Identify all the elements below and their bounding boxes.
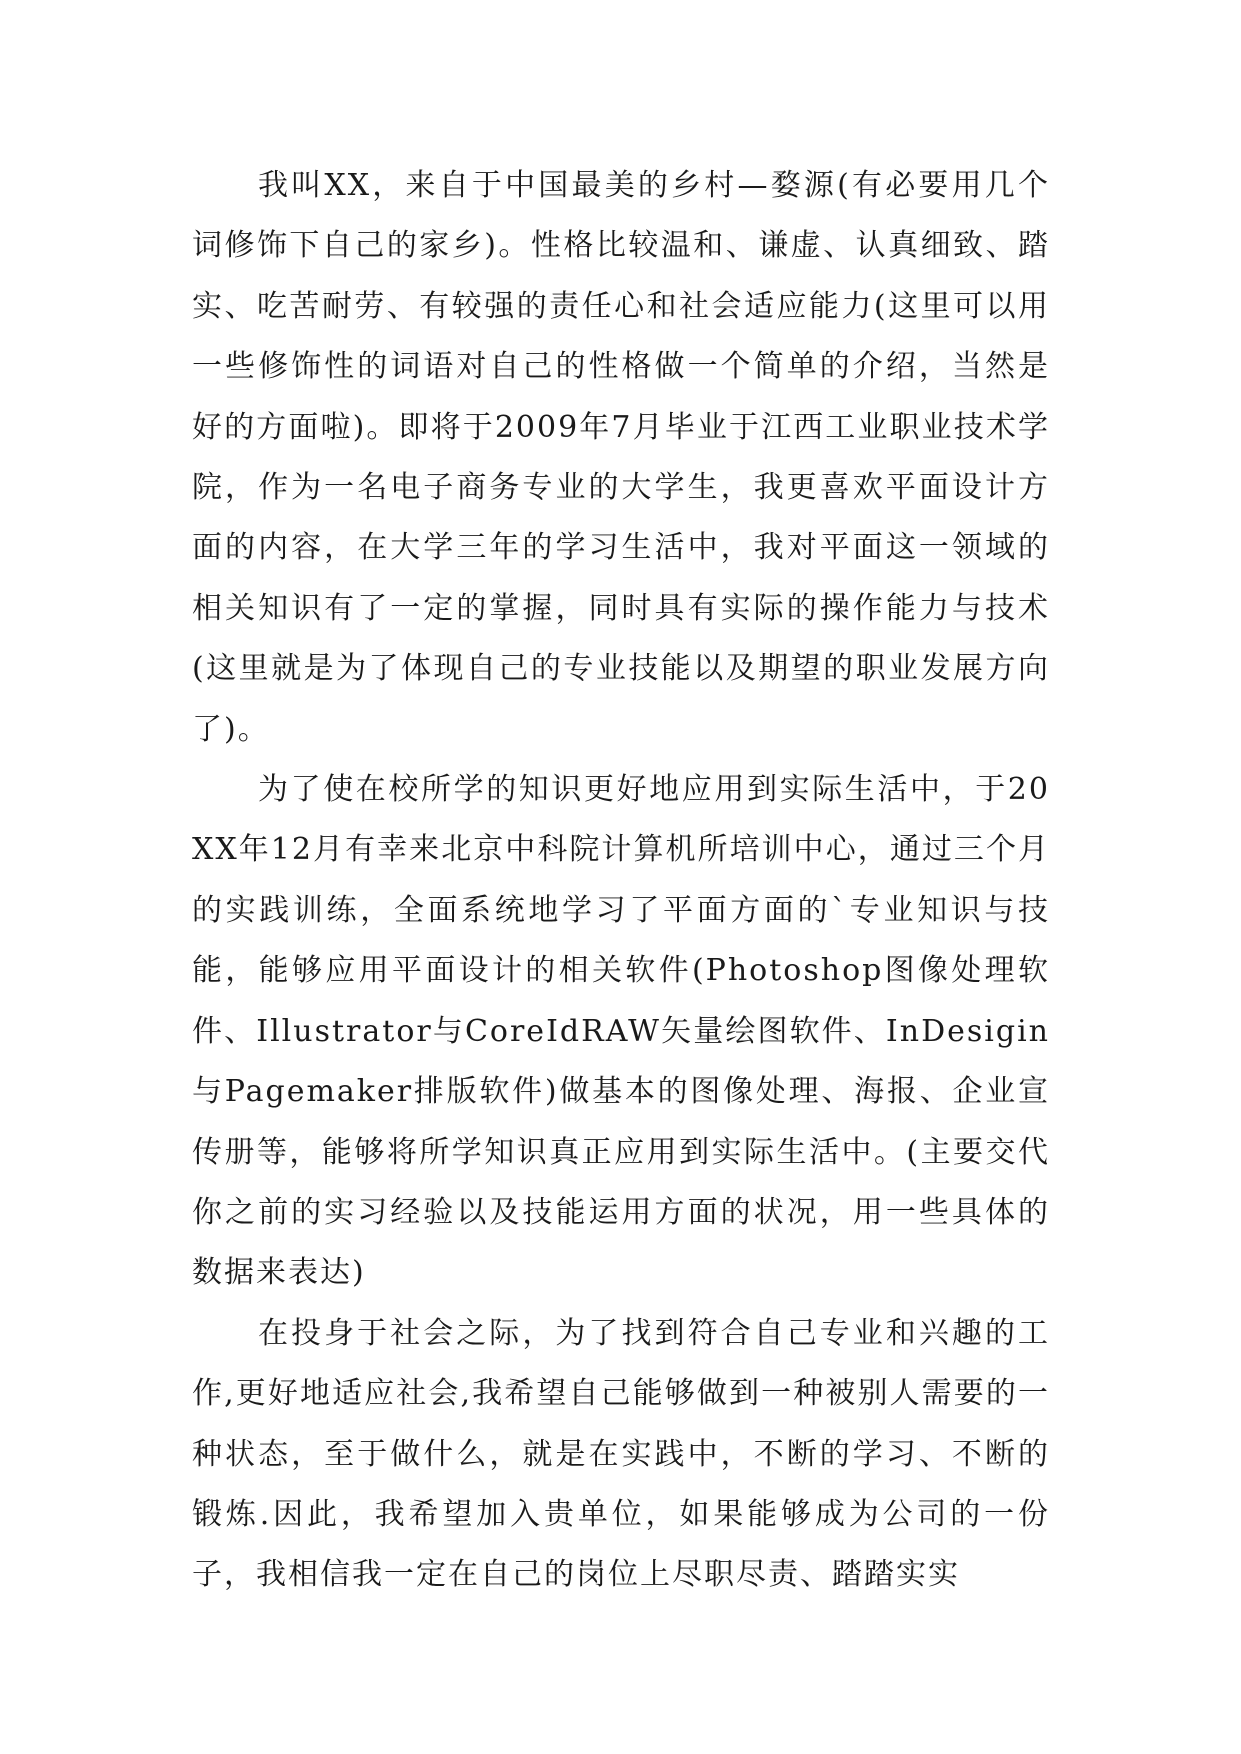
- paragraph-intro: 我叫XX，来自于中国最美的乡村—婺源(有必要用几个词修饰下自己的家乡)。性格比较温和、谦虚、认真细致、踏实、吃苦耐劳、有较强的责任心和社会适应能力(这里可以用一些修饰性的词语对自己的性格做一个简单的介绍，当然是好的方面啦)。即将于2009年7月毕业于江西工业职业技术学院，作为一名电子商务专业的大学生，我更喜欢平面设计方面的内容，在大学三年的学习生活中，我对平面这一领域的相关知识有了一定的掌握，同时具有实际的操作能力与技术(这里就是为了体现自己的专业技能以及期望的职业发展方向了)。: [192, 168, 1050, 747]
- paragraph-goals: 在投身于社会之际，为了找到符合自己专业和兴趣的工作,更好地适应社会,我希望自己能够做到一种被别人需要的一种状态，至于做什么，就是在实践中，不断的学习、不断的锻炼.因此，我希望加入贵单位，如果能够成为公司的一份子，我相信我一定在自己的岗位上尽职尽责、踏踏实实: [192, 1315, 1050, 1593]
- document-body: [192, 156, 1050, 1606]
- paragraph-training: 为了使在校所学的知识更好地应用到实际生活中，于20XX年12月有幸来北京中科院计算机所培训中心，通过三个月的实践训练，全面系统地学习了平面方面的`专业知识与技能，能够应用平面设计的相关软件(Photoshop图像处理软件、Illustrator与CoreIdRAW矢量绘图软件、InDesigin与Pagemaker排版软件)做基本的图像处理、海报、企业宣传册等，能够将所学知识真正应用到实际生活中。(主要交代你之前的实习经验以及技能运用方面的状况，用一些具体的数据来表达): [192, 772, 1050, 1291]
